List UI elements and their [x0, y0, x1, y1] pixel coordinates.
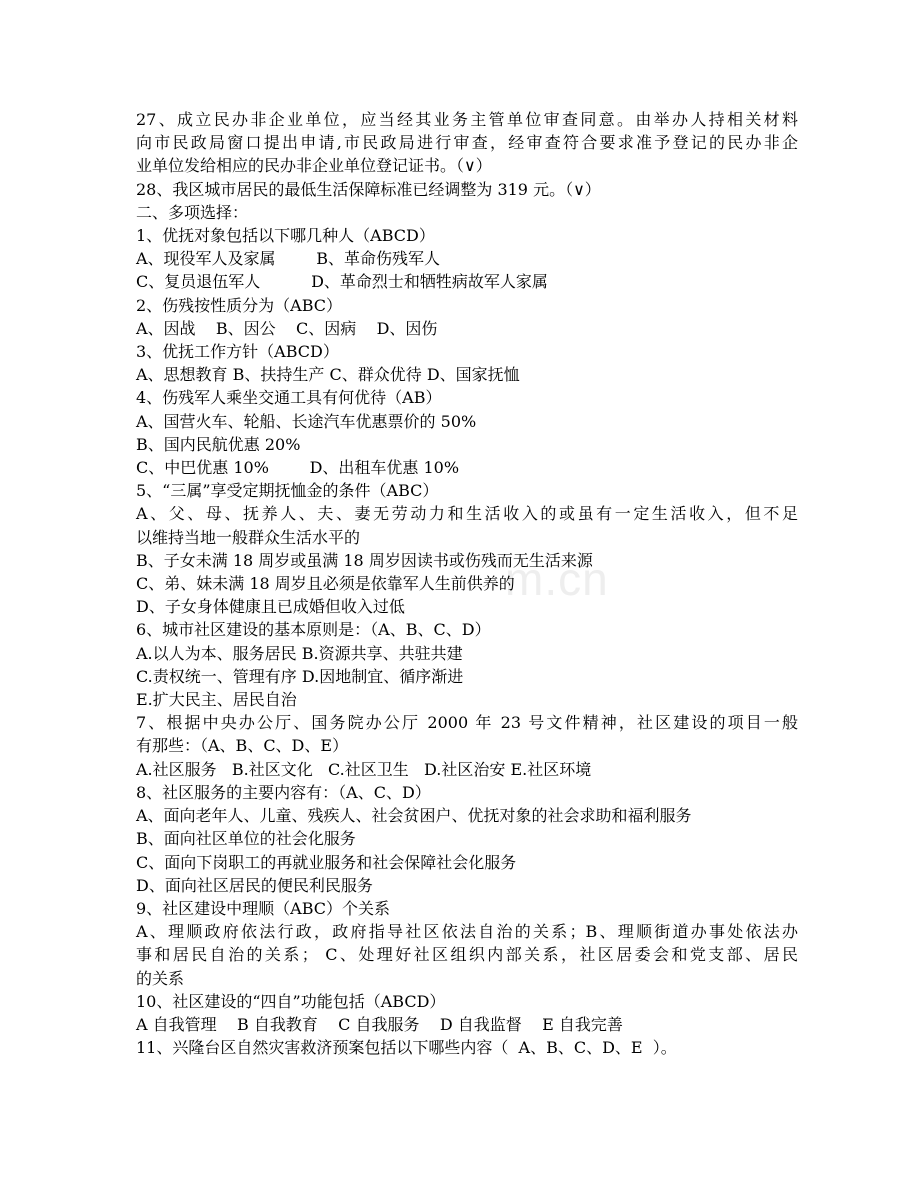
option-line: C.责权统一、管理有序 D.因地制宜、循序渐进 — [136, 666, 464, 686]
option-line: 事和居民自治的关系； C、处理好社区组织内部关系，社区居委会和党支部、居民 — [136, 945, 798, 965]
option-line: C、弟、妹未满 18 周岁且必须是依靠军人生前供养的 — [136, 574, 515, 594]
question: 2、伤残按性质分为（ABC） — [136, 295, 343, 315]
question: 11、兴隆台区自然灾害救济预案包括以下哪些内容（ A、B、C、D、E ）。 — [136, 1038, 677, 1058]
option-line: A、国营火车、轮船、长途汽车优惠票价的 50% — [136, 411, 477, 431]
option-line: A、理顺政府依法行政，政府指导社区依法自治的关系；B、理顺街道办事处依法办 — [136, 922, 798, 942]
text-line: 向市民政局窗口提出申请,市民政局进行审查，经审查符合要求准予登记的民办非企 — [136, 133, 798, 153]
question: 4、伤残军人乘坐交通工具有何优待（AB） — [136, 388, 442, 408]
question: 有那些：（A、B、C、D、E） — [136, 736, 349, 756]
option-line: A、因战 B、因公 C、因病 D、因伤 — [136, 318, 438, 338]
question: 9、社区建设中理顺（ABC）个关系 — [136, 898, 391, 918]
question: 6、城市社区建设的基本原则是：（A、B、C、D） — [136, 620, 491, 640]
option-line: C、面向下岗职工的再就业服务和社会保障社会化服务 — [136, 852, 517, 872]
option-line: A、现役军人及家属 B、革命伤残军人 — [136, 249, 441, 269]
option-line: E.扩大民主、居民自治 — [136, 690, 297, 710]
option-line: B、国内民航优惠 20% — [136, 434, 301, 454]
question: 10、社区建设的“四自”功能包括（ABCD） — [136, 991, 446, 1011]
text-line: 27、成立民办非企业单位，应当经其业务主管单位审查同意。由举办人持相关材料 — [136, 110, 798, 129]
option-line: A.以人为本、服务居民 B.资源共享、共驻共建 — [136, 643, 463, 663]
question: 8、社区服务的主要内容有：（A、C、D） — [136, 782, 431, 802]
option-line: A、面向老年人、儿童、残疾人、社会贫困户、优抚对象的社会求助和福利服务 — [136, 806, 692, 826]
option-line: D、面向社区居民的便民利民服务 — [136, 875, 373, 895]
option-line: 的关系 — [136, 968, 185, 988]
option-line: A、思想教育 B、扶持生产 C、群众优待 D、国家抚恤 — [136, 365, 520, 385]
question: 7、根据中央办公厅、国务院办公厅 2000 年 23 号文件精神，社区建设的项目一般 — [136, 713, 798, 733]
option-line: C、中巴优惠 10% D、出租车优惠 10% — [136, 458, 460, 478]
option-line: A 自我管理 B 自我教育 C 自我服务 D 自我监督 E 自我完善 — [136, 1014, 623, 1034]
option-line: C、复员退伍军人 D、革命烈士和牺牲病故军人家属 — [136, 272, 548, 292]
text-line: 28、我区城市居民的最低生活保障标准已经调整为 319 元。（∨） — [136, 179, 601, 199]
option-line: B、面向社区单位的社会化服务 — [136, 829, 356, 849]
question: 5、“三属”享受定期抚恤金的条件（ABC） — [136, 481, 439, 501]
section-heading: 二、多项选择： — [136, 202, 249, 222]
option-line: A.社区服务 B.社区文化 C.社区卫生 D.社区治安 E.社区环境 — [136, 759, 592, 779]
document-body — [136, 108, 798, 1059]
option-line: B、子女未满 18 周岁或虽满 18 周岁因读书或伤残而无生活来源 — [136, 550, 593, 570]
option-line: A、父、母、抚养人、夫、妻无劳动力和生活收入的或虽有一定生活收入，但不足 — [136, 504, 798, 524]
watermark: m.cn — [505, 553, 609, 605]
option-line: 以维持当地一般群众生活水平的 — [136, 527, 361, 547]
question: 1、优抚对象包括以下哪几种人（ABCD） — [136, 226, 435, 246]
question: 3、优抚工作方针（ABCD） — [136, 342, 339, 362]
text-line: 业单位发给相应的民办非企业单位登记证书。（∨） — [136, 156, 492, 176]
option-line: D、子女身体健康且已成婚但收入过低 — [136, 597, 405, 617]
